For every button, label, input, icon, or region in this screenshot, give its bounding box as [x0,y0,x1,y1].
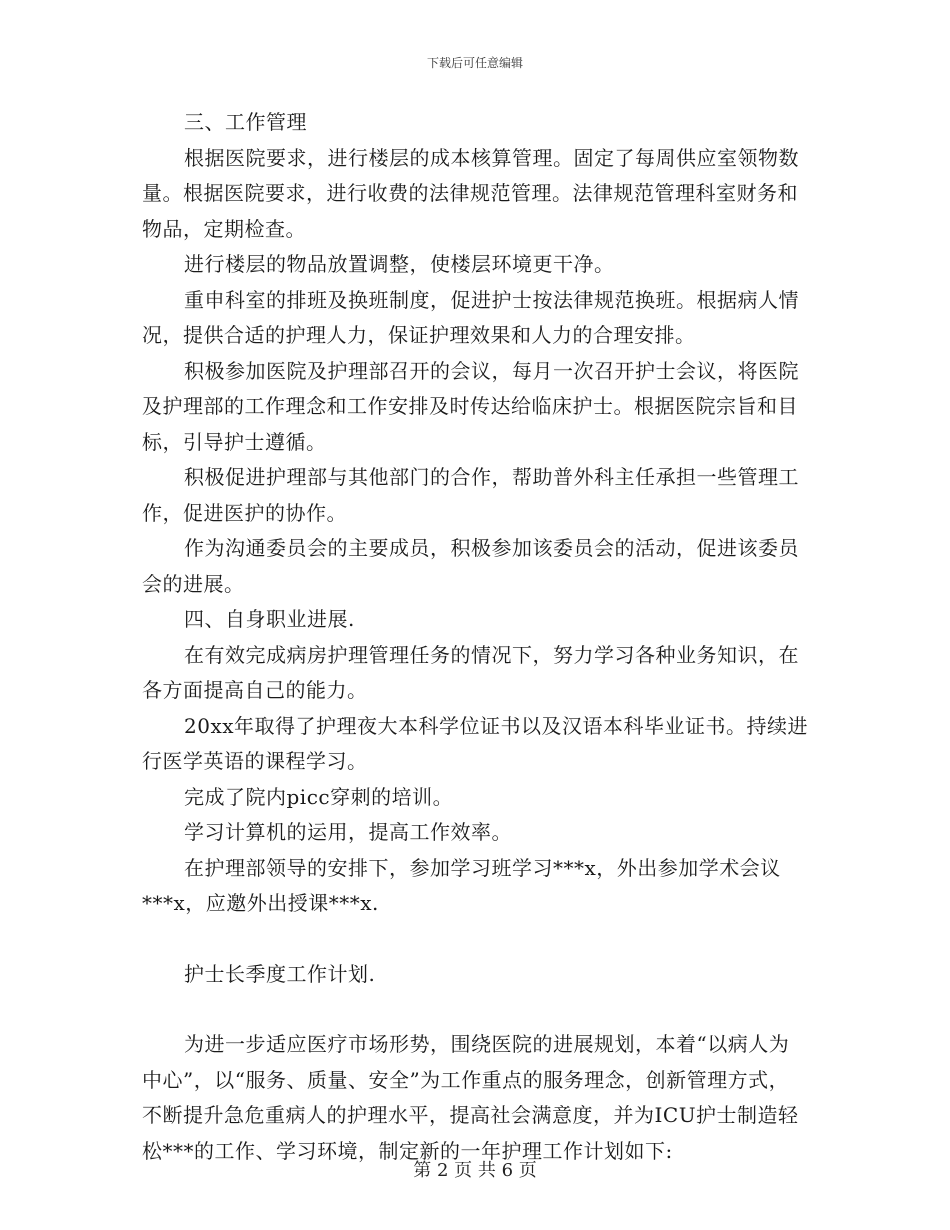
document-body [142,105,808,1169]
paragraph-study-classes: 在护理部领导的安排下，参加学习班学习***x，外出参加学术会议***x，应邀外出授课***x. [142,855,781,915]
paragraph-floor-adjustment: 进行楼层的物品放置调整，使楼层环境更干净。 [184,252,615,276]
paragraph-degree: 20xx年取得了护理夜大本科学位证书以及汉语本科毕业证书。持续进行医学英语的课程学习。 [142,713,809,773]
paragraph-plan-intro: 为进一步适应医疗市场形势，围绕医院的进展规划，本着“以病人为中心”，以“服务、质量、安全”为工作重点的服务理念，创新管理方式，不断提升急危重病人的护理水平，提高社会满意度，并为ICU护士制造轻松***的工作、学习环境，制定新的一年护理工作计划如下: [142,1032,799,1163]
page-header-note: 下载后可任意编辑 [426,56,523,70]
section-title-quarterly-plan: 护士长季度工作计划. [184,961,376,986]
paragraph-computer: 学习计算机的运用，提高工作效率。 [184,820,512,844]
paragraph-picc-training: 完成了院内picc穿刺的培训。 [184,784,454,809]
paragraph-meetings: 积极参加医院及护理部召开的会议，每月一次召开护士会议，将医院及护理部的工作理念和工作安排及时传达给临床护士。根据医院宗旨和目标，引导护士遵循。 [142,358,799,454]
section-heading-work-management: 三、工作管理 [184,110,307,134]
paragraph-cost-management: 根据医院要求，进行楼层的成本核算管理。固定了每周供应室领物数量。根据医院要求，进行收费的法律规范管理。法律规范管理科室财务和物品，定期检查。 [142,145,799,241]
paragraph-shift-system: 重申科室的排班及换班制度，促进护士按法律规范换班。根据病人情况，提供合适的护理人力，保证护理效果和人力的合理安排。 [142,287,799,347]
paragraph-learning: 在有效完成病房护理管理任务的情况下，努力学习各种业务知识，在各方面提高自己的能力。 [142,642,799,702]
paragraph-committee: 作为沟通委员会的主要成员，积极参加该委员会的活动，促进该委员会的进展。 [142,536,799,596]
paragraph-cooperation: 积极促进护理部与其他部门的合作，帮助普外科主任承担一些管理工作，促进医护的协作。 [142,465,799,525]
page-number-footer: 第 2 页 共 6 页 [413,1160,537,1181]
section-heading-career-development: 四、自身职业进展. [184,607,355,631]
